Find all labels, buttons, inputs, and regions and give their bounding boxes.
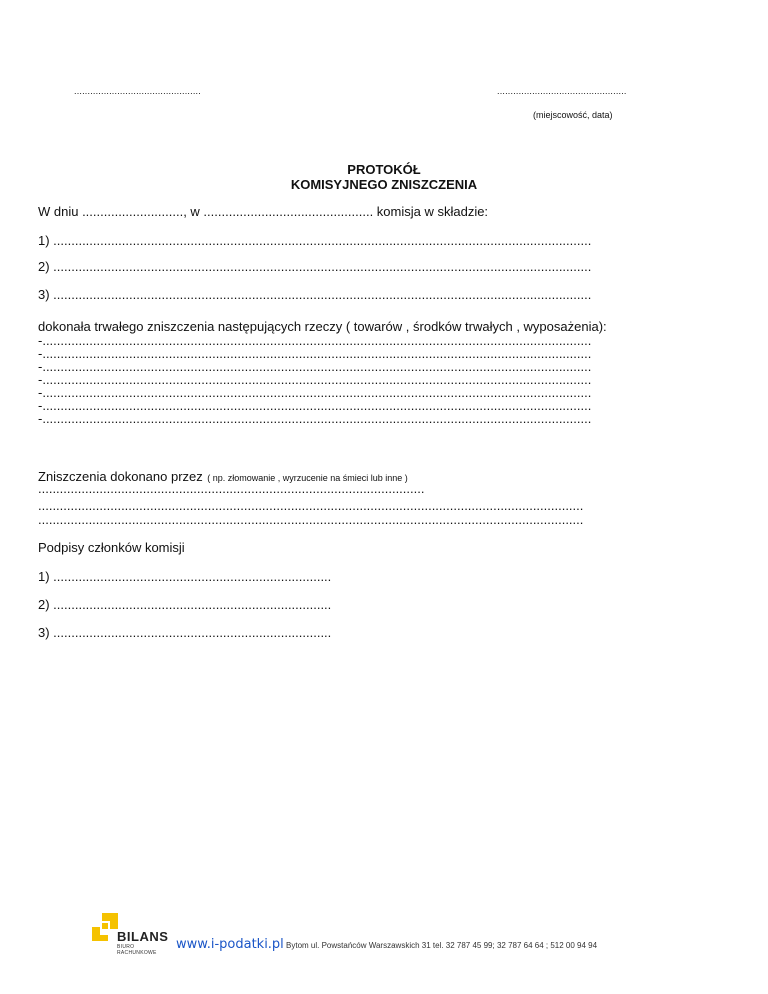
logo-subtitle: BIURO RACHUNKOWE: [117, 944, 157, 956]
destroyed-item-line-7: -........................................................................................................................................................: [38, 411, 592, 426]
intro-line: W dniu ............................, w ............................................... komisja w składzie:: [38, 204, 489, 219]
place-date-dots: ................................................: [497, 86, 627, 96]
method-note: ( np. złomowanie , wyrzucenie na śmieci lub inne ): [207, 473, 408, 483]
place-date-caption: (miejscowość, data): [533, 110, 613, 120]
bilans-logo: [92, 913, 172, 956]
destroyed-items-heading: dokonała trwałego zniszczenia następujących rzeczy ( towarów , środków trwałych , wyposażenia):: [38, 319, 607, 334]
method-line-3: .......................................................................................................................................................: [38, 512, 584, 527]
footer-address: Bytom ul. Powstańców Warszawskich 31 tel. 32 787 45 99; 32 787 64 64 ; 512 00 94 94: [286, 941, 598, 950]
destroyed-item-line-2: -........................................................................................................................................................: [38, 346, 592, 361]
footer-contact: [176, 937, 597, 952]
website-link[interactable]: www.i-podatki.pl: [176, 937, 284, 952]
destroyed-item-line-4: -........................................................................................................................................................: [38, 372, 592, 387]
signature-line-2: 2) .............................................................................: [38, 597, 332, 612]
method-line-1: ...........................................................................................................: [38, 481, 425, 496]
member-line-3: 3) .....................................................................................................................................................: [38, 287, 592, 302]
destroyed-item-line-1: -........................................................................................................................................................: [38, 333, 592, 348]
signatures-heading: Podpisy członków komisji: [38, 540, 185, 555]
destroyed-item-line-5: -........................................................................................................................................................: [38, 385, 592, 400]
method-label: Zniszczenia dokonano przez: [38, 469, 203, 484]
document-title-line2: KOMISYJNEGO ZNISZCZENIA: [290, 177, 478, 192]
bilans-logo-icon: [92, 913, 118, 941]
destroyed-item-line-3: -........................................................................................................................................................: [38, 359, 592, 374]
signature-dots-left: ...............................................: [74, 86, 201, 96]
logo-name: BILANS: [117, 929, 169, 944]
member-line-2: 2) .....................................................................................................................................................: [38, 259, 592, 274]
document-title-line1: PROTOKÓŁ: [347, 162, 421, 177]
member-line-1: 1) .....................................................................................................................................................: [38, 233, 592, 248]
signature-line-1: 1) .............................................................................: [38, 569, 332, 584]
signature-line-3: 3) .............................................................................: [38, 625, 332, 640]
method-line-2: .......................................................................................................................................................: [38, 498, 584, 513]
destroyed-item-line-6: -........................................................................................................................................................: [38, 398, 592, 413]
